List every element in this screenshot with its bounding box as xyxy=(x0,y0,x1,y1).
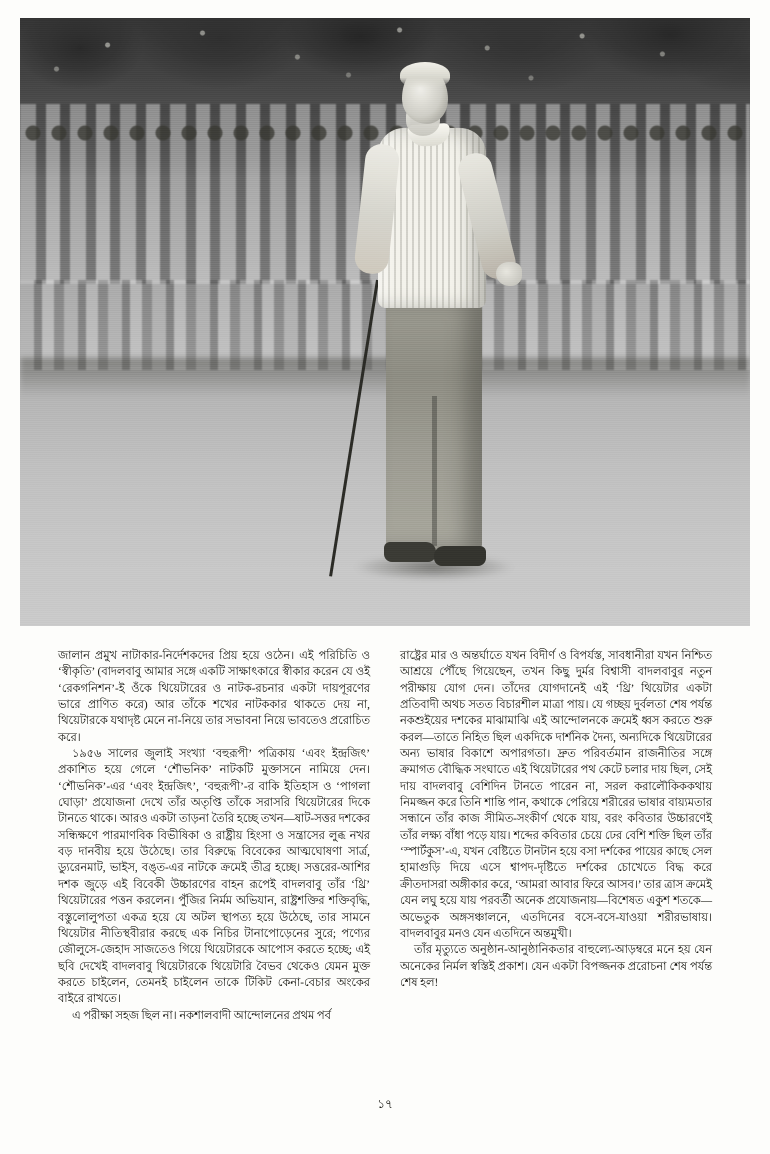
leg-separation xyxy=(432,396,437,546)
photograph xyxy=(20,18,750,626)
right-hand xyxy=(496,262,522,286)
paragraph: এ পরীক্ষা সহজ ছিল না। নকশালবাদী আন্দোলনের প্রথম পর্ব xyxy=(72,1009,331,1022)
article-body xyxy=(58,648,712,1024)
right-shoe xyxy=(434,546,486,566)
page-number: ১৭ xyxy=(377,1097,393,1111)
left-column xyxy=(58,648,370,1024)
paragraph: জালান প্রমুখ নাটাকার-নির্দেশকদের প্রিয় হয়ে ওঠেন। এই পরিচিতি ও ‘স্বীকৃতি’ (বাদলবাবু আমার সঙ্গে একটি সাক্ষাৎকারে স্বীকার করেন যে ওই ‘রেকগনিশন’-ই ওঁকে থিয়েটারের ও নাটক-রচনার একটা দায়পূরণের ভারে প্রাণিত করে) আর তাঁকে শখের নাটককার থাকতে দেয় না, থিয়েটারকে যথাদৃষ্ট মেনে না-নিয়ে তার সভাবনা নিয়ে ভাবতেও প্ররোচিত করে। xyxy=(58,650,370,744)
paragraph: ১৯৫৬ সালের জুলাই সংখ্যা ‘বহুরূপী’ পত্রিকায় ‘এবং ইন্দ্রজিৎ’ প্রকাশিত হয়ে গেলে ‘শৌভনিক’ নাটকটি মুক্তাসনে নামিয়ে দেন। ‘শৌভনিক’-এর ‘এবং ইন্দ্রজিৎ’, ‘বহুরূপী’-র বাকি ইতিহাস ও ‘পাগলা ঘোড়া’ প্রযোজনা দেখে তাঁর অতৃপ্তি তাঁকে সরাসরি থিয়েটারের দিকে টানতে থাকে। আরও একটা তাড়না তৈরি হচ্ছে তখন—ষাট-সত্তর দশকের সন্ধিক্ষণে পারমাণবিক বিভীষিকা ও রাষ্ট্রীয় হিংসা ও সন্ত্রাসের লুব্ধ নখর বড় দানবীয় হয়ে উঠেছে। তার বিরুদ্ধে বিবেকের আত্মঘোষণা সার্ত্র, ড্যুরেনমাট, ভাইস, বঙ্ত-এর নাটকে ক্রমেই তীব্র হচ্ছে। সত্তরের-আশির দশক জুড়ে এই বিবেকী উচ্চারণের বাহন রূপেই বাদলবাবু তাঁর ‘থ্রি’ থিয়েটারের পত্তন করলেন। পুঁজির নির্মম অভিযান, রাষ্ট্রশক্তির শক্তিবৃদ্ধি, বস্তুলোলুপতা একত্র হয়ে যে অটল স্থাপত্য হয়ে উঠেছে, তার সামনে থিয়েটার নীতিস্থবীরার করছে এক নিচির টানাপোড়েনের সুরে; পণ্যের জৌলুসে-জেহাদ সাজতেও গিয়ে থিয়েটারকে আপোস করতে হচ্ছে; এই ছবি দেখেই বাদলবাবু থিয়েটারকে থিয়েটারি বৈভব থেকেও যেমন মুক্ত করতে চাইলেন, তেমনই চাইলেন তাকে টিকিট কেনা-বেচার অংকের বাইরে রাখতে। xyxy=(58,748,370,1006)
paragraph: রাষ্ট্রের মার ও অন্তর্ঘাতে যখন বিদীর্ণ ও বিপর্যস্ত, সাবধানীরা যখন নিশ্চিত আশ্রয়ে পৌঁছে গিয়েছেন, তখন কিছু দুর্মর বিশ্বাসী বাদলবাবুর নতুন পরীক্ষায় যোগ দেন। তাঁদের যোগদানেই এই ‘থ্রি’ থিয়েটার একটা প্রতিবাদী অথচ সতত বিচারশীল মাত্রা পায়। যে গচ্ছয় দুর্বলতা শেষ পর্যন্ত নকশুইয়ের দশকের মাঝামাঝি এই আন্দোলনকে ক্রমেই ধ্বস করতে শুরু করল—তাতে নিহিত ছিল একদিকে দার্শনিক দৈন্য, অন্যদিকে থিয়েটারের অন্য ভাষার বিকাশে অপারগতা। দ্রুত পরিবর্তমান রাজনীতির সঙ্গে ক্রমাগত বৌদ্ধিক সংঘাতে এই থিয়েটারের পথ কেটে চলার দায় ছিল, সেই দায় বাদলবাবু বেশিদিন টানতে পারেন না, সরল করালৌকিককথায় নিমজ্জন করে তিনি শান্তি পান, কথাকে পেরিয়ে শরীরের ভাষার বায়্যমতার সন্ধানে তাঁর কাজ সীমিত-সংকীর্ণ থেকে যায়, বরং কবিতার উচ্চারণেই তাঁর লক্ষ্য বাঁধা পড়ে যায়। শব্দের কবিতার চেয়ে ঢের বেশি শক্তি ছিল তাঁর ‘স্পার্টকুস’-এ, যখন বেষ্টিতে টানটান হয়ে বসা দর্শকের পায়ের কাছে সেল হামাগুড়ি দিয়ে এসে শ্বাপদ-দৃষ্টিতে দর্শকের চোখেতে বিদ্ধ করে ক্রীতদাসরা অঙ্গীকার করে, ‘আমরা আবার ফিরে আসব।’ তার ত্রাস ক্রমেই যেন লঘু হয়ে যায় পরবর্তী অনেক প্রযোজনায়—বিশেষত একুশ শতকে—অভেতুক অঙ্গসঞ্চালনে, এতদিনের বসে-বসে-যাওয়া শরীরভাষায়। বাদলবাবুর মনও যেন এতদিনে অন্তমুখী। xyxy=(400,650,712,940)
white-hair xyxy=(400,62,450,88)
elderly-man-subject xyxy=(350,66,530,626)
paragraph: তাঁর মৃত্যুতে অনুষ্ঠান-আনুষ্ঠানিকতার বাহুল্যে-আড়ম্বরে মনে হয় যেন অনেকের নির্মল স্বস্তিই প্রকাশ। যেন একটা বিপজ্জনক প্ররোচনা শেষ পর্যন্ত শেষ হল! xyxy=(400,944,712,989)
right-column xyxy=(400,648,712,1024)
left-shoe xyxy=(384,542,436,562)
